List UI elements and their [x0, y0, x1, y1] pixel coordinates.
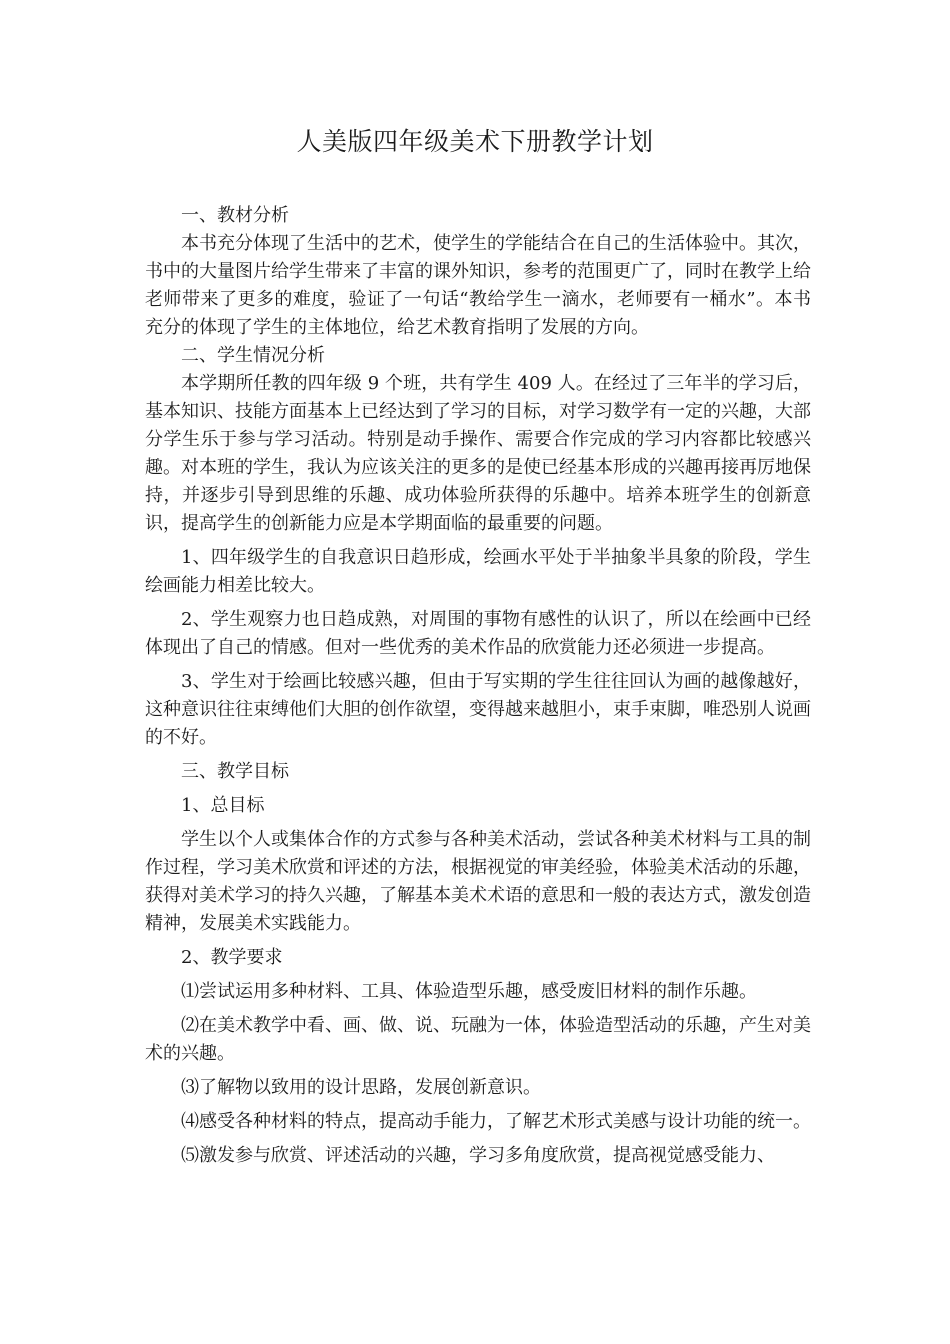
subheading-teaching-requirements: 2、教学要求 — [181, 947, 283, 968]
section-heading-student-analysis: 二、学生情况分析 — [181, 345, 325, 366]
paragraph-overall-goal: 学生以个人或集体合作的方式参与各种美术活动，尝试各种美术材料与工具的制作过程，学习美术欣赏和评述的方法，根据视觉的审美经验，体验美术活动的乐趣，获得对美术学习的持久兴趣，了解基本美术术语的意思和一般的表达方式，激发创造精神，发展美术实践能力。 — [145, 829, 811, 934]
requirement-item-2: ⑵在美术教学中看、画、做、说、玩融为一体，体验造型活动的乐趣，产生对美术的兴趣。 — [145, 1015, 811, 1064]
paragraph-student-analysis: 本学期所任教的四年级 9 个班，共有学生 409 人。在经过了三年半的学习后，基本知识、技能方面基本上已经达到了学习的目标，对学习数学有一定的兴趣，大部分学生乐于参与学习活动。特别是动手操作、需要合作完成的学习内容都比较感兴趣。对本班的学生，我认为应该关注的更多的是使已经基本形成的兴趣再接再厉地保持，并逐步引导到思维的乐趣、成功体验所获得的乐趣中。培养本班学生的创新意识，提高学生的创新能力应是本学期面临的最重要的问题。 — [145, 373, 811, 534]
document-title: 人美版四年级美术下册教学计划 — [296, 127, 654, 156]
paragraph-student-point-2: 2、学生观察力也日趋成熟，对周围的事物有感性的认识了，所以在绘画中已经体现出了自己的情感。但对一些优秀的美术作品的欣赏能力还必须进一步提高。 — [145, 609, 811, 658]
document-body — [145, 202, 811, 1170]
requirement-item-1: ⑴尝试运用多种材料、工具、体验造型乐趣，感受废旧材料的制作乐趣。 — [181, 981, 757, 1002]
paragraph-student-point-3: 3、学生对于绘画比较感兴趣，但由于写实期的学生往往回认为画的越像越好，这种意识往往束缚他们大胆的创作欲望，变得越来越胆小，束手束脚，唯恐别人说画的不好。 — [145, 671, 811, 748]
requirement-item-5: ⑸激发参与欣赏、评述活动的兴趣，学习多角度欣赏，提高视觉感受能力、 — [181, 1145, 775, 1166]
requirement-item-4: ⑷感受各种材料的特点，提高动手能力，了解艺术形式美感与设计功能的统一。 — [181, 1111, 811, 1132]
paragraph-student-point-1: 1、四年级学生的自我意识日趋形成，绘画水平处于半抽象半具象的阶段，学生绘画能力相差比较大。 — [145, 547, 811, 596]
requirement-item-3: ⑶了解物以致用的设计思路，发展创新意识。 — [181, 1077, 541, 1098]
section-heading-teaching-goals: 三、教学目标 — [181, 761, 289, 782]
paragraph-textbook-analysis: 本书充分体现了生活中的艺术，使学生的学能结合在自己的生活体验中。其次，书中的大量图片给学生带来了丰富的课外知识，参考的范围更广了，同时在教学上给老师带来了更多的难度，验证了一句话“教给学生一滴水，老师要有一桶水”。本书充分的体现了学生的主体地位，给艺术教育指明了发展的方向。 — [145, 233, 811, 338]
subheading-overall-goal: 1、总目标 — [181, 795, 265, 816]
section-heading-textbook-analysis: 一、教材分析 — [181, 205, 289, 226]
